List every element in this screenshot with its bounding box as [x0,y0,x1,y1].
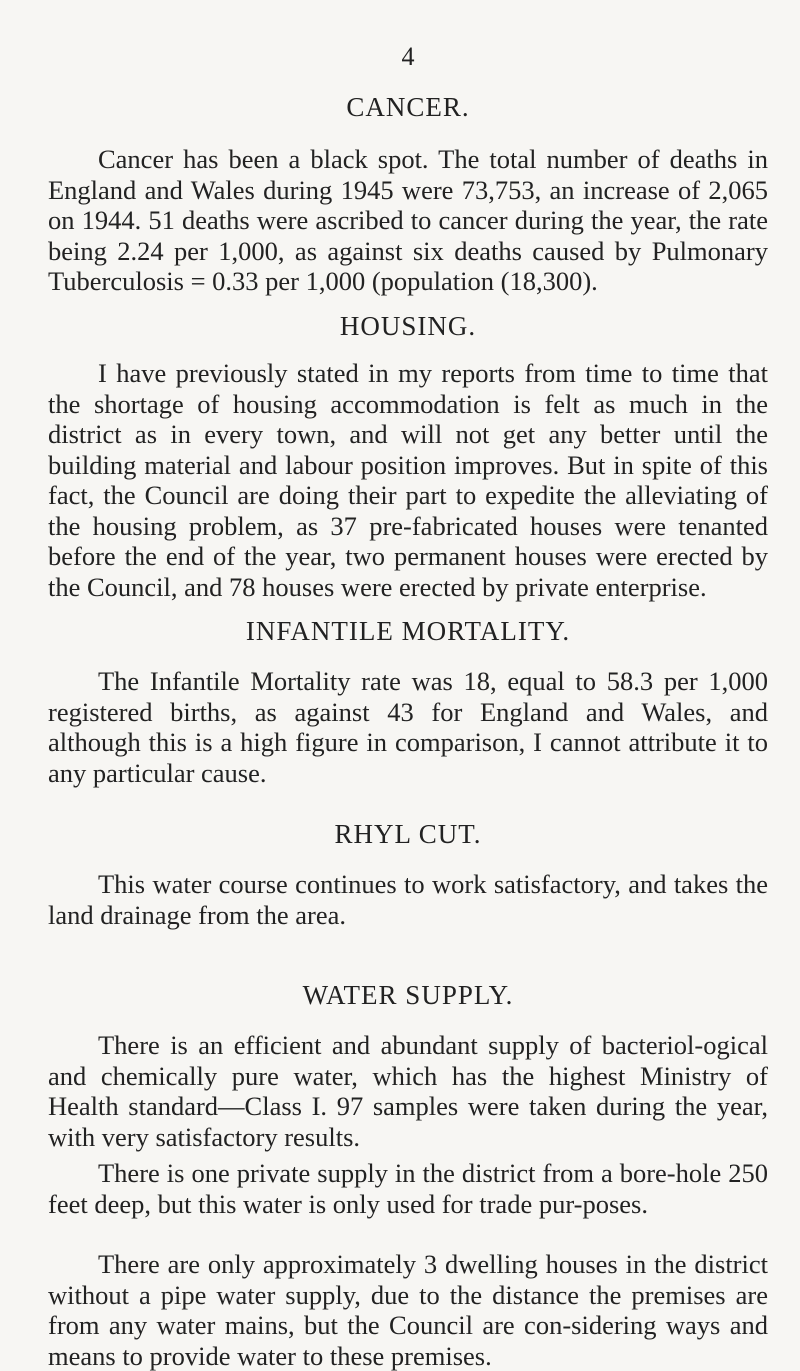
page-number: 4 [401,42,415,71]
paragraph-cancer: Cancer has been a black spot. The total number of deaths in England and Wales during 1945 were 73,753, an increase of 2,065 on 1944. 51 deaths were ascribed to cancer during the year, the rate being 2.24 per 1,000, as against six deaths caused by Pulmonary Tuberculosis = 0.33 per 1,000 (population (18,300). [48,144,768,296]
paragraph-infantile-mortality: The Infantile Mortality rate was 18, equal to 58.3 per 1,000 registered births, as against 43 for England and Wales, and although this is a high figure in comparison, I cannot attribute it to any particular cause. [48,666,768,788]
paragraph-rhyl-cut: This water course continues to work satisfactory, and takes the land drainage from the area. [48,869,768,930]
document-page [48,0,768,1371]
section-heading-infantile-mortality: INFANTILE MORTALITY. [245,616,571,646]
section-heading-cancer: CANCER. [346,92,470,122]
section-heading-housing: HOUSING. [339,311,477,341]
paragraph-housing: I have previously stated in my reports from time to time that the shortage of housing accommodation is felt as much in the district as in every town, and will not get any better until the building material and labour position improves. But in spite of this fact, the Council are doing their part to expedite the alleviating of the housing problem, as 37 pre-fabricated houses were tenanted before the end of the year, two permanent houses were erected by the Council, and 78 houses were erected by private enterprise. [48,358,768,602]
paragraph-water-supply-1: There is an efficient and abundant supply of bacteriol-ogical and chemically pure water, which has the highest Ministry of Health standard—Class I. 97 samples were taken during the year, with very satisfactory results. [48,1030,768,1152]
paragraph-water-supply-2: There is one private supply in the district from a bore-hole 250 feet deep, but this water is only used for trade pur-poses. [48,1158,768,1219]
paragraph-water-supply-3: There are only approximately 3 dwelling houses in the district without a pipe water supply, due to the distance the premises are from any water mains, but the Council are con-sidering ways and means to provide water to these premises. [48,1249,768,1371]
section-heading-rhyl-cut: RHYL CUT. [334,819,482,849]
section-heading-water-supply: WATER SUPPLY. [302,980,514,1010]
